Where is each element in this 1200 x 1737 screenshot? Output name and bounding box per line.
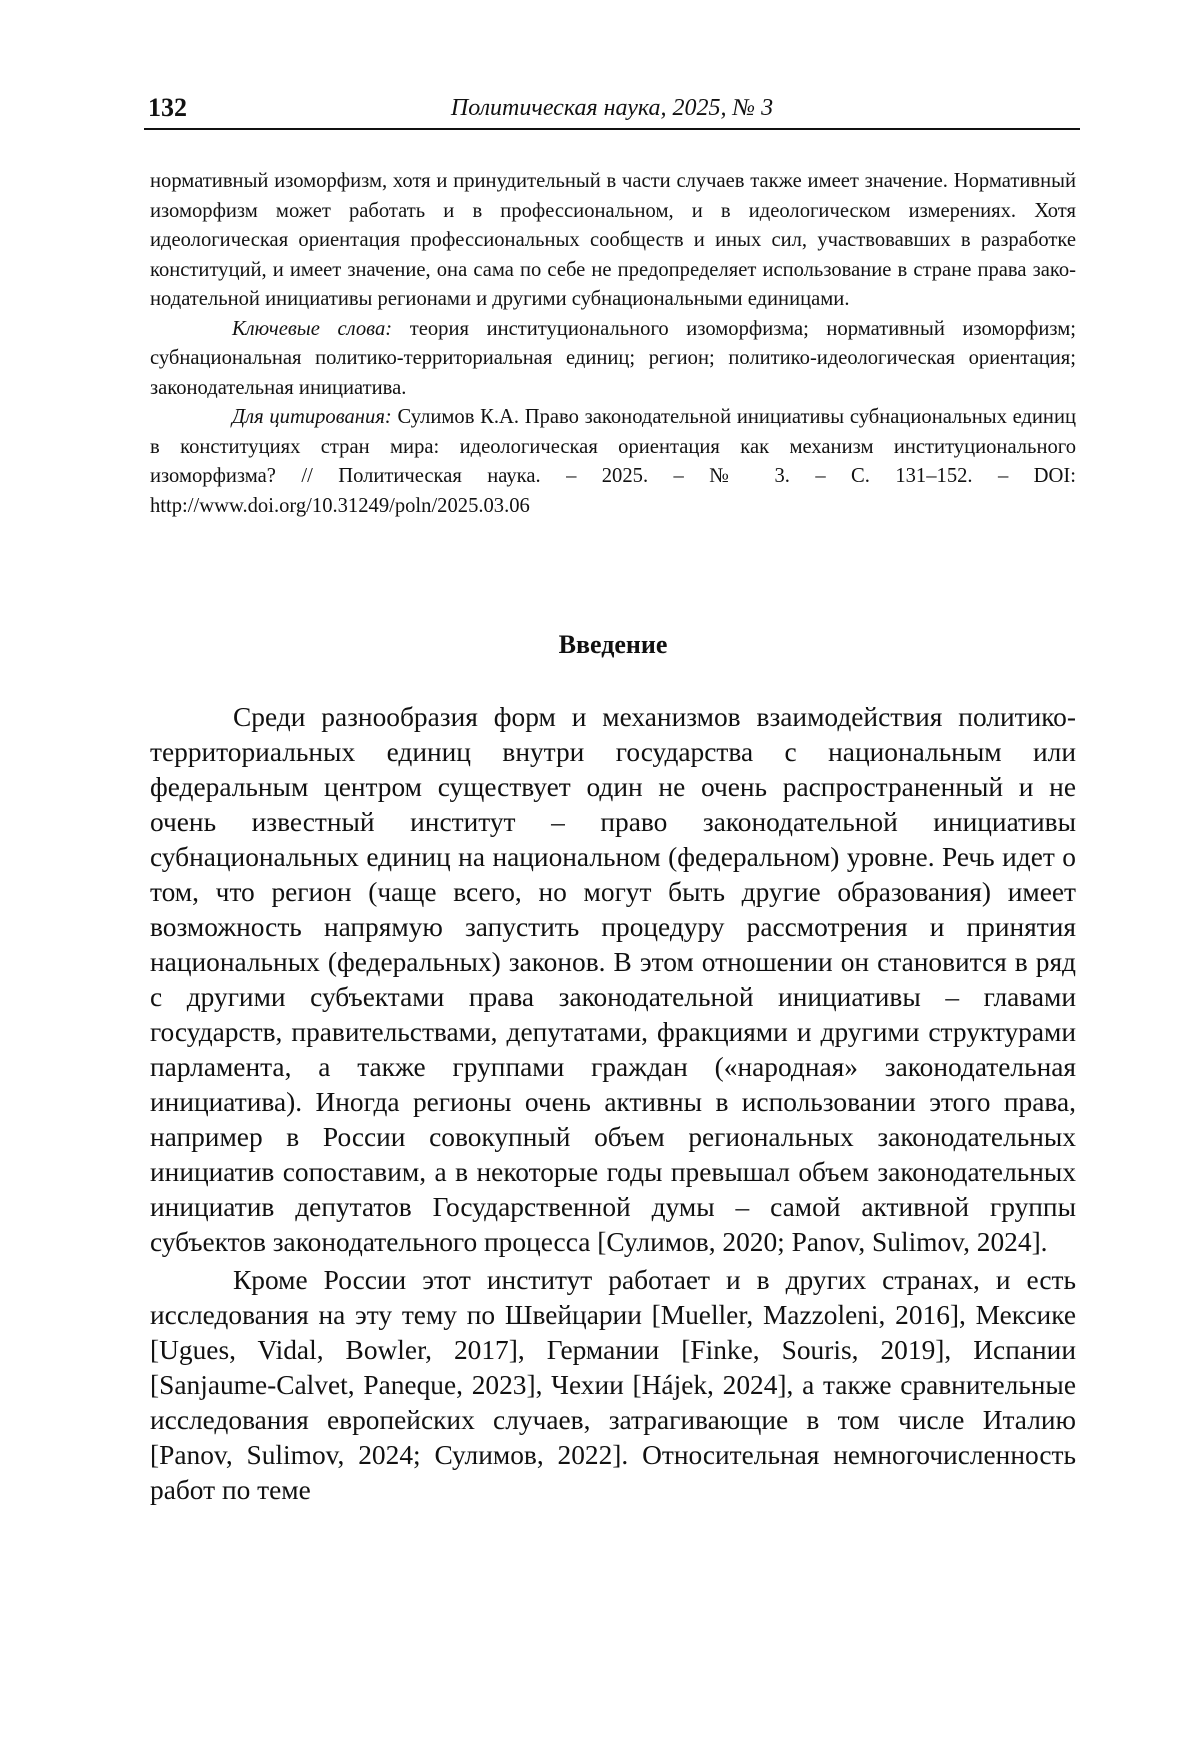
citation-text: Сулимов К.А. Право законодательной инициативы субнациональных единиц в конституциях стран мира: идеологическая ориентация как механизм институционального изоморфизма? // Политическая наука. – 2025. – № 3. – С. 131–152. – DOI: http://www.doi.org/10.31249/poln/2025.03.06 (150, 406, 1076, 517)
body-text (150, 700, 1076, 1511)
citation-label: Для цитирования: (232, 406, 392, 428)
abstract-tail: нормативный изоморфизм, хотя и принудительный в части случаев также имеет значение. Нормативный изоморфизм может работать и в профессиональном, и в идеологическом измерениях. Хотя идеологическая ориентация профессиональных сообществ и иных сил, участвовавших в разработке конституций, и имеет значение, она сама по себе не предопределяет использование в стране права законодательной инициативы регионами и другими субнациональными единицами. (150, 170, 1076, 310)
body-paragraph: Среди разнообразия форм и механизмов взаимодействия политико-территориальных единиц внутри государства с национальным или федеральным центром существует один не очень распространенный и не очень известный институт – право законодательной инициативы субнациональных единиц на национальном (федеральном) уровне. Речь идет о том, что регион (чаще всего, но могут быть другие образования) имеет возможность напрямую запустить процедуру рассмотрения и принятия национальных (федеральных) законов. В этом отношении он становится в ряд с другими субъектами права законодательной инициативы – главами государств, правительствами, депутатами, фракциями и другими структурами парламента, а также группами граждан («народная» законодательная инициатива). Иногда регионы очень активны в использовании этого права, например в России совокупный объем региональных законодательных инициатив сопоставим, а в некоторые годы превышал объем законодательных инициатив депутатов Государственной думы – самой активной группы субъектов законодательного процесса [Сулимов, 2020; Panov, Sulimov, 2024]. (150, 702, 1076, 1257)
abstract (150, 167, 1076, 521)
keywords-label: Ключевые слова: (232, 317, 393, 340)
keywords-text: теория институционального изоморфизма; нормативный изоморфизм; субнациональная политико-территориальная единиц; регион; политико-идеологическая ориентация; законодательная инициатива. (150, 317, 1076, 399)
running-header (144, 92, 1080, 130)
page-number: 132 (148, 93, 187, 122)
section-heading: Введение (558, 630, 668, 659)
body-paragraph: Кроме России этот институт работает и в других странах, и есть исследования на эту тему по Швейцарии [Mueller, Mazzoleni, 2016], Мексике [Ugues, Vidal, Bowler, 2017], Германии [Finke, Souris, 2019], Испании [Sanjaume-Calvet, Paneque, 2023], Чехии [Hájek, 2024], а также сравнительные исследования европейских случаев, затрагивающие в том числе Италию [Panov, Sulimov, 2024; Сулимов, 2022]. Относительная немногочисленность работ по теме (150, 1265, 1076, 1505)
citation-paragraph (150, 403, 1076, 521)
journal-title: Политическая наука, 2025, № 3 (450, 95, 774, 121)
keywords-paragraph (150, 315, 1076, 404)
